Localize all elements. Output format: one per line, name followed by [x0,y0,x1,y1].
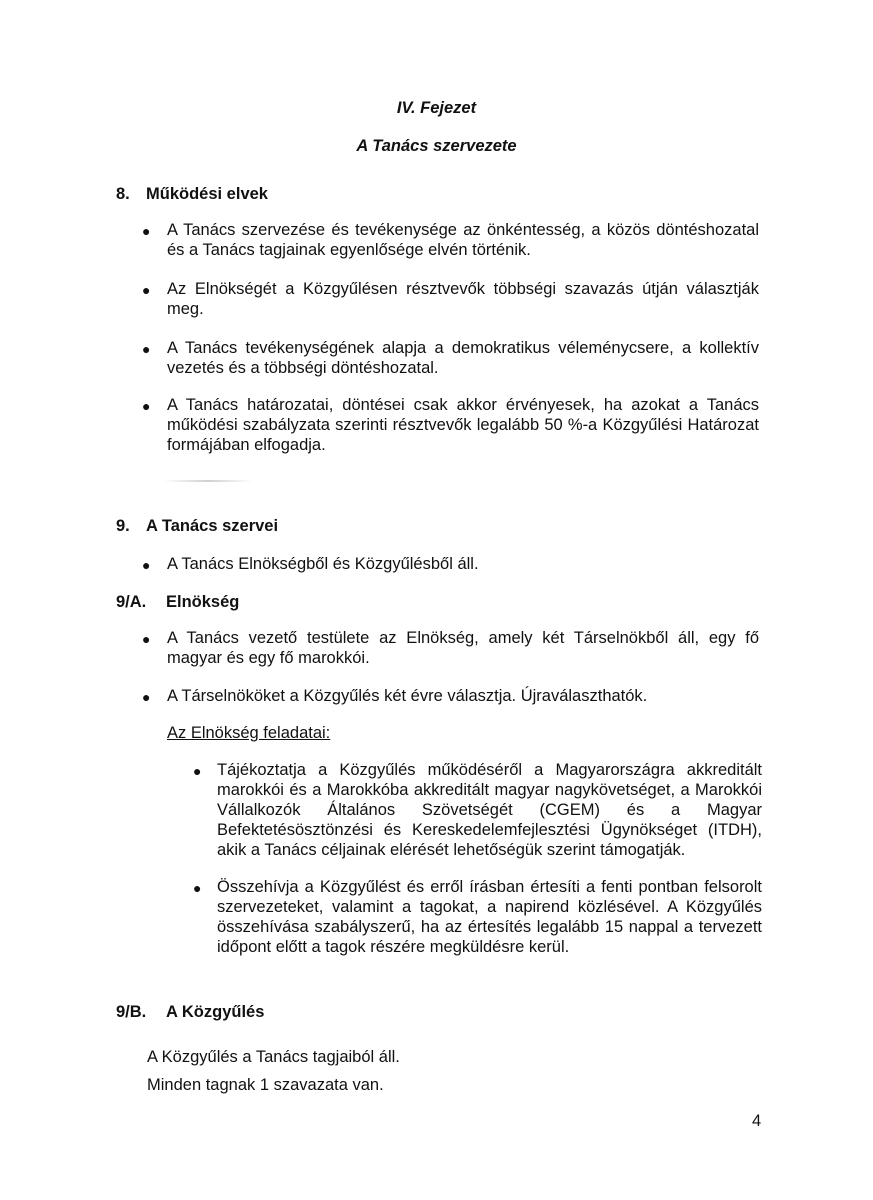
bullet-dot: ● [142,631,151,647]
section-8-title: Működési elvek [146,185,268,203]
scan-smudge [163,480,253,482]
bullet-dot: ● [193,763,202,779]
bullet-dot: ● [142,282,151,298]
bullet-dot: ● [142,398,151,414]
task-item-1: Tájékoztatja a Közgyűlés működéséről a Magyarországra akkreditált marokkói és a Marokkóba akkreditált magyar nagykövetséget, a Marokkói Vállalkozók Általános Szövetségét (CGEM) és a Magyar Befektetésösztönzési és Kereskedelemfejlesztési Ügynökséget (ITDH), akik a Tanács céljainak elérését lehetőségük szerint támogatják. [217,761,762,859]
section-9b-title: A Közgyűlés [166,1003,265,1021]
section-9-number: 9. [116,517,130,535]
section-9b-line-2: Minden tagnak 1 szavazata van. [147,1076,384,1094]
page-number: 4 [752,1112,762,1130]
section-8-bullet-2: Az Elnökségét a Közgyűlésen résztvevők többségi szavazás útján választják meg. [167,280,759,318]
section-9a-title: Elnökség [166,593,240,611]
section-8-number: 8. [116,185,130,203]
task-item-2: Összehívja a Közgyűlést és erről írásban értesíti a fenti pontban felsorolt szervezeteket, valamint a tagokat, a napirend közlésével. A Közgyűlés összehívása szabályszerű, ha az értesítés legalább 15 nappal a tervezett időpont előtt a tagok részére megküldésre kerül. [217,878,762,956]
section-9a-bullet-1: A Tanács vezető testülete az Elnökség, amely két Társelnökből áll, egy fő magyar és egy fő marokkói. [167,629,759,667]
section-9-bullet-1: A Tanács Elnökségből és Közgyűlésből áll. [167,555,479,573]
bullet-dot: ● [142,223,151,239]
bullet-dot: ● [142,557,151,573]
section-8-bullet-4: A Tanács határozatai, döntései csak akkor érvényesek, ha azokat a Tanács működési szabályzata szerinti résztvevők legalább 50 %-a Közgyűlési Határozat formájában elfogadja. [167,396,759,454]
bullet-dot: ● [142,341,151,357]
section-8-bullet-1: A Tanács szervezése és tevékenysége az önkéntesség, a közös döntéshozatal és a Tanács tagjainak egyenlősége elvén történik. [167,221,759,259]
tasks-label: Az Elnökség feladatai: [167,724,331,742]
section-9-title: A Tanács szervei [146,517,279,535]
section-8-bullet-3: A Tanács tevékenységének alapja a demokratikus véleménycsere, a kollektív vezetés és a többségi döntéshozatal. [167,339,759,377]
chapter-subtitle: A Tanács szervezete [356,137,517,155]
section-9b-line-1: A Közgyűlés a Tanács tagjaiból áll. [147,1048,400,1066]
section-9a-number: 9/A. [116,593,147,611]
bullet-dot: ● [142,689,151,705]
section-9b-number: 9/B. [116,1003,147,1021]
bullet-dot: ● [193,880,202,896]
chapter-title: IV. Fejezet [396,99,477,117]
section-9a-bullet-2: A Társelnököket a Közgyűlés két évre választja. Újraválaszthatók. [167,687,648,705]
